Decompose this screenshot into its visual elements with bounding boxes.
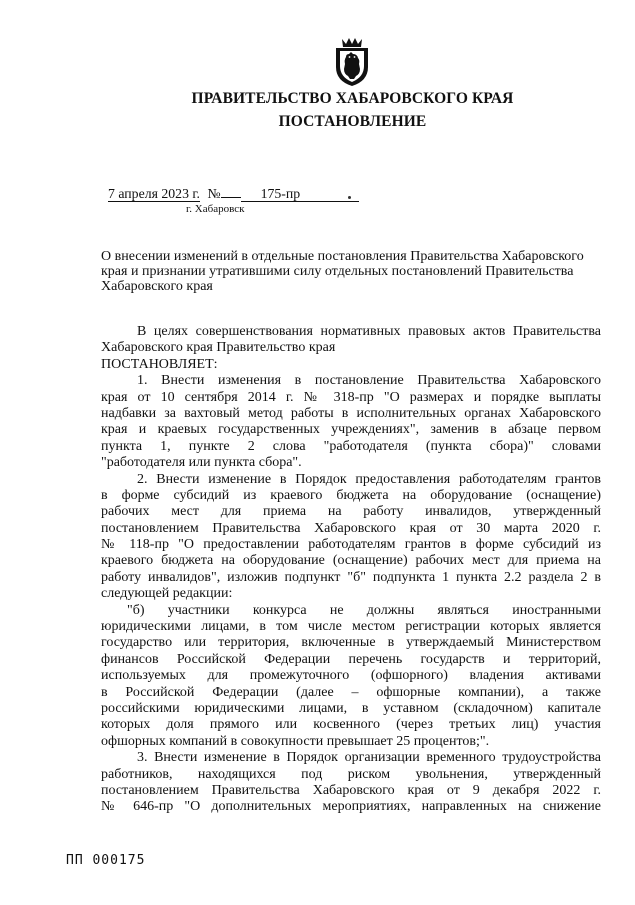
body-line: края от 10 сентября 2014 г. № 318-пр "О размерах и порядке выплаты	[101, 389, 601, 405]
resolution-title: О внесении изменений в отдельные постановления Правительства Хабаровского края и признании утратившими силу отдельных постановлений Правительства Хабаровского края	[101, 249, 584, 294]
resolution-date: 7 апреля 2023 г.	[108, 186, 200, 201]
body-line: работников, находящихся под риском увольнения, утвержденный	[101, 766, 601, 782]
body-line: краевого бюджета на оборудование (оснащение) рабочих мест для приема на	[101, 553, 601, 569]
body-line: Хабаровского края Правительство края	[101, 340, 336, 356]
body-line: В целях совершенствования нормативных правовых актов Правительства	[137, 324, 601, 339]
form-code: ПП 000175	[66, 853, 146, 868]
body-line: работу инвалидов", изложив подпункт "б" подпункта 1 пункта 2.2 раздела 2 в	[101, 569, 601, 585]
number-sign: №	[207, 186, 221, 201]
coat-of-arms-bear-icon	[330, 35, 374, 87]
body-line: российскими юридическими лицами, в уставном (складочном) капитале	[101, 700, 601, 716]
body-line: надбавки за вахтовый метод работы в исполнительных органах Хабаровского	[101, 405, 601, 421]
organization-heading: ПРАВИТЕЛЬСТВО ХАБАРОВСКОГО КРАЯ	[191, 90, 514, 107]
body-line: 1. Внести изменения в постановление Правительства Хабаровского	[137, 373, 601, 389]
body-line: "работодателя или пункта сбора".	[101, 455, 302, 471]
resolution-number: 175-пр	[241, 186, 359, 202]
document-type-heading: ПОСТАНОВЛЕНИЕ	[278, 113, 427, 130]
body-line: 2. Внести изменение в Порядок предоставления работодателям грантов	[137, 471, 601, 487]
date-number-line	[108, 186, 359, 202]
body-line: постановлением Правительства Хабаровского края от 30 марта 2020 г.	[101, 520, 601, 536]
body-line: офшорных компаний в совокупности превышает 25 процентов;".	[101, 733, 490, 749]
body-line: используемых для промежуточного (офшорного) владения активами	[101, 668, 601, 684]
body-line: которых доля прямого или косвенного (через третьих лиц) участия	[101, 717, 601, 733]
scan-speck	[348, 196, 351, 199]
resolution-body	[101, 324, 601, 816]
city-label: г. Хабаровск	[186, 203, 245, 215]
body-line: в Российской Федерации (далее – офшорные компании), а также	[101, 684, 601, 700]
body-line: края и краевых государственных учреждениях", заменив в абзаце первом	[101, 422, 601, 438]
body-line: пункта 1, пункте 2 слова "работодателя (пункта сбора)" словами	[101, 438, 601, 454]
body-line: государство или территория, включенные в утверждаемый Министерством	[101, 635, 601, 651]
body-line: постановлением Правительства Хабаровского края от 9 декабря 2022 г.	[101, 782, 601, 798]
body-line: 3. Внести изменение в Порядок организации временного трудоустройства	[137, 750, 601, 766]
body-line: № 118-пр "О предоставлении работодателям грантов в форме субсидий из	[101, 537, 601, 553]
body-line: финансов Российской Федерации перечень государств и территорий,	[101, 651, 601, 667]
body-line: следующей редакции:	[101, 586, 233, 602]
body-line: № 646-пр "О дополнительных мероприятиях, направленных на снижение	[101, 799, 601, 815]
body-line: в форме субсидий из краевого бюджета на оборудование (оснащение)	[101, 487, 601, 503]
body-line: ПОСТАНОВЛЯЕТ:	[101, 356, 218, 372]
number-underline	[221, 197, 241, 198]
body-line: рабочих мест для приема на работу инвалидов, утвержденный	[101, 504, 601, 520]
body-line: юридическими лицами, в том числе местом регистрации которых является	[101, 619, 601, 635]
body-line: "б) участники конкурса не должны являться иностранными	[127, 602, 601, 618]
